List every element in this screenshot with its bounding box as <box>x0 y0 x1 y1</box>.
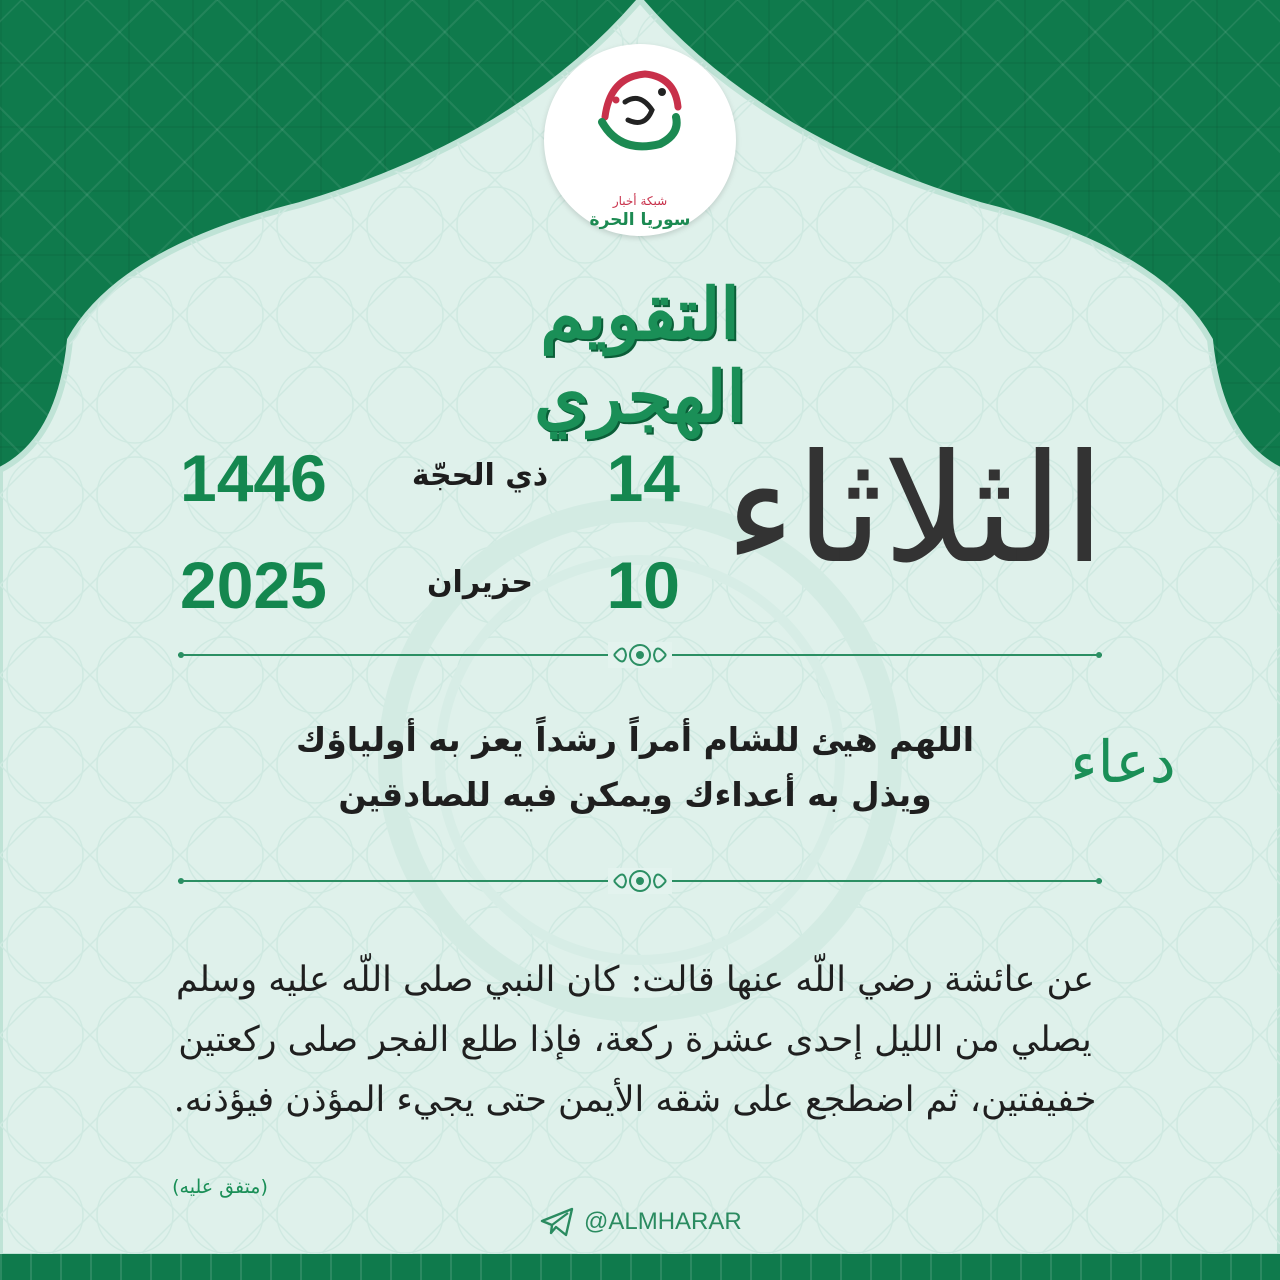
gregorian-month: حزيران <box>426 565 534 600</box>
gregorian-day: 10 <box>606 548 680 622</box>
logo-network-label: شبكة أخبار <box>612 194 668 208</box>
ornament-divider-top <box>178 640 1102 670</box>
hadith-line: يصلي من الليل إحدى عشرة ركعة، فإذا طلع الفجر صلى ركعتين <box>178 1020 1092 1060</box>
dua-label: دعاء <box>1070 728 1176 796</box>
day-name: الثلاثاء <box>724 423 1106 597</box>
telegram-icon <box>540 1207 574 1237</box>
dua-text <box>240 712 1030 822</box>
dua-line: اللهم هيئ للشام أمراً رشداً يعز به أولياؤك <box>295 720 975 759</box>
gregorian-date <box>180 547 680 627</box>
hijri-date <box>180 440 680 520</box>
logo-calligraphy-icon <box>590 62 690 162</box>
social-handle-text: @ALMHARAR <box>584 1208 742 1235</box>
hadith-line: عن عائشة رضي اللّه عنها قالت: كان النبي صلى اللّه عليه وسلم <box>175 960 1094 1000</box>
hadith-line: خفيفتين، ثم اضطجع على شقه الأيمن حتى يجيء المؤذن فيؤذنه. <box>173 1080 1097 1120</box>
logo-name: سوريا الحرة <box>589 210 691 230</box>
ornament-divider-bottom <box>178 866 1102 896</box>
logo-badge <box>544 44 736 236</box>
hijri-month: ذي الحجّة <box>411 458 549 493</box>
calendar-title: التقويم الهجري <box>534 272 746 438</box>
hijri-year: 1446 <box>180 441 327 515</box>
bottom-pattern-band <box>0 1254 1280 1280</box>
dua-line: ويذل به أعداءك ويمكن فيه للصادقين <box>338 775 932 814</box>
social-handle[interactable] <box>540 1204 742 1240</box>
gregorian-year: 2025 <box>180 548 327 622</box>
hadith-source: (متفق عليه) <box>172 1176 268 1198</box>
hadith-text <box>80 950 1190 1130</box>
hijri-day: 14 <box>606 441 680 515</box>
